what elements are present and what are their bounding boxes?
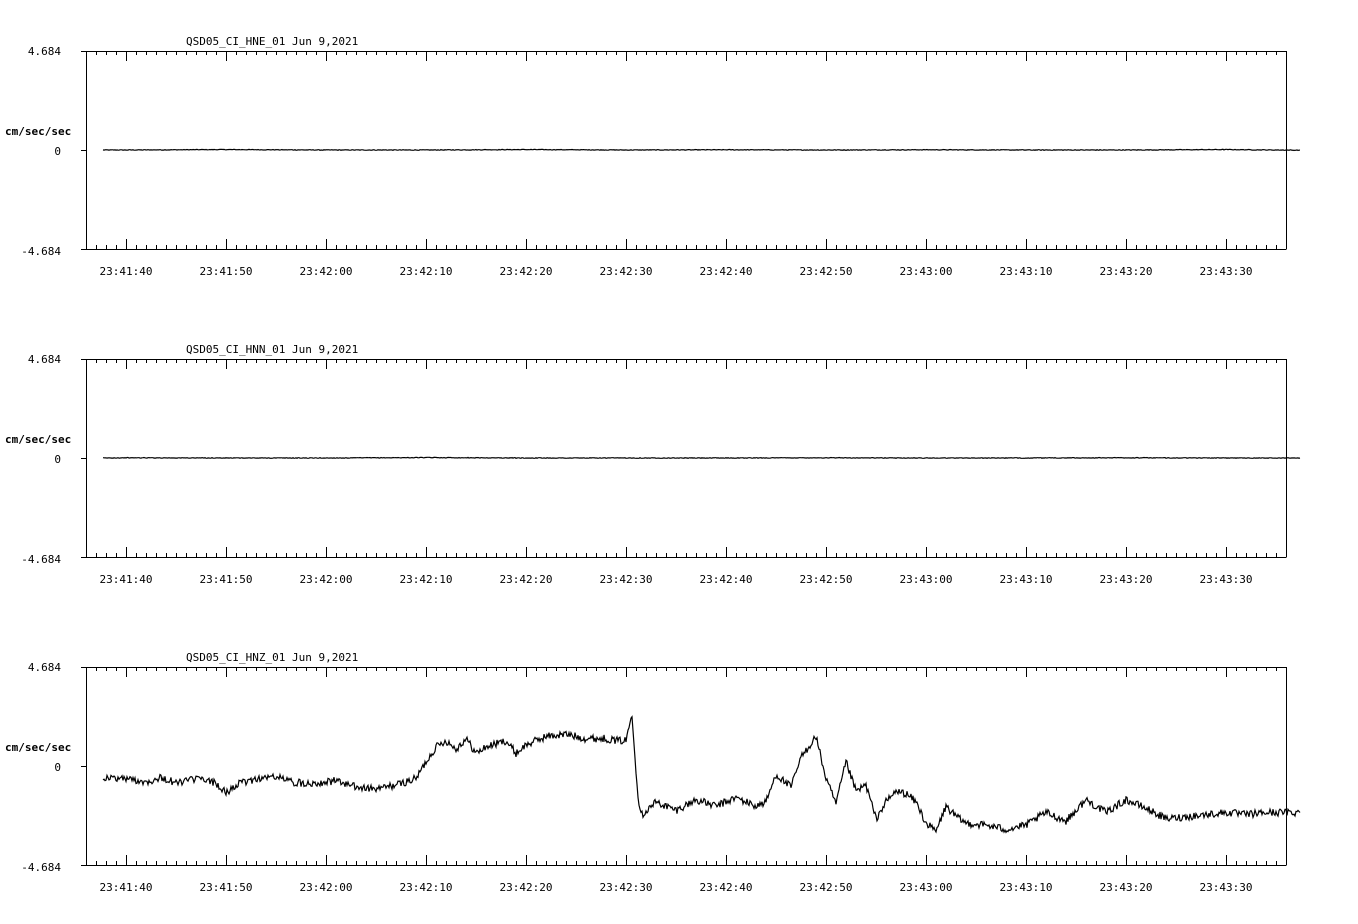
x-tick-label: 23:41:50 [199,265,253,278]
y-tick-top-label: 4.684 [27,353,61,366]
x-tick-label: 23:43:20 [1099,881,1153,894]
x-tick-label: 23:42:10 [399,265,453,278]
x-tick-label: 23:42:20 [499,265,553,278]
x-tick-label: 23:41:50 [199,881,253,894]
x-tick-label: 23:43:30 [1199,573,1253,586]
x-tick-label: 23:42:40 [699,573,753,586]
panel-hne [5,35,1300,278]
x-tick-labels [100,573,1253,586]
panel-hnz [5,651,1300,894]
x-tick-label: 23:42:00 [299,573,353,586]
y-axis-label: cm/sec/sec [5,741,72,754]
x-tick-label: 23:42:30 [599,265,653,278]
y-tick-zero-label: 0 [54,145,61,158]
x-tick-labels [100,881,1253,894]
x-tick-label: 23:42:40 [699,265,753,278]
y-tick-zero-label: 0 [54,453,61,466]
plot-frame [81,667,1287,866]
y-tick-zero-label: 0 [54,761,61,774]
x-tick-label: 23:43:10 [999,881,1053,894]
y-tick-top-label: 4.684 [27,661,61,674]
panel-hnn [5,343,1300,586]
x-tick-label: 23:43:00 [899,881,953,894]
x-tick-label: 23:43:10 [999,265,1053,278]
x-tick-label: 23:41:40 [99,573,153,586]
y-axis-label: cm/sec/sec [5,433,72,446]
x-tick-label: 23:41:40 [99,881,153,894]
x-tick-label: 23:42:50 [799,265,853,278]
x-tick-label: 23:42:50 [799,881,853,894]
x-tick-label: 23:42:00 [299,265,353,278]
x-tick-label: 23:42:30 [599,881,653,894]
x-tick-label: 23:43:30 [1199,265,1253,278]
x-tick-label: 23:42:20 [499,881,553,894]
x-tick-label: 23:42:50 [799,573,853,586]
x-tick-label: 23:42:10 [399,573,453,586]
trace-line [103,457,1300,458]
trace-line [103,717,1300,833]
trace-line [103,149,1300,150]
x-tick-label: 23:43:00 [899,265,953,278]
x-tick-label: 23:42:00 [299,881,353,894]
x-tick-label: 23:43:20 [1099,265,1153,278]
x-tick-label: 23:43:20 [1099,573,1153,586]
x-tick-label: 23:42:20 [499,573,553,586]
panel-title: QSD05_CI_HNE_01 Jun 9,2021 [186,35,359,48]
x-tick-label: 23:42:30 [599,573,653,586]
panel-title: QSD05_CI_HNZ_01 Jun 9,2021 [186,651,359,664]
panel-title: QSD05_CI_HNN_01 Jun 9,2021 [186,343,359,356]
y-tick-top-label: 4.684 [27,45,61,58]
y-tick-bottom-label: -4.684 [21,861,61,874]
x-tick-label: 23:42:40 [699,881,753,894]
x-tick-label: 23:43:10 [999,573,1053,586]
y-tick-bottom-label: -4.684 [21,245,61,258]
y-tick-bottom-label: -4.684 [21,553,61,566]
y-axis-label: cm/sec/sec [5,125,72,138]
x-tick-label: 23:41:50 [199,573,253,586]
x-tick-label: 23:41:40 [99,265,153,278]
x-tick-label: 23:43:30 [1199,881,1253,894]
x-tick-labels [100,265,1253,278]
x-tick-label: 23:43:00 [899,573,953,586]
x-tick-label: 23:42:10 [399,881,453,894]
